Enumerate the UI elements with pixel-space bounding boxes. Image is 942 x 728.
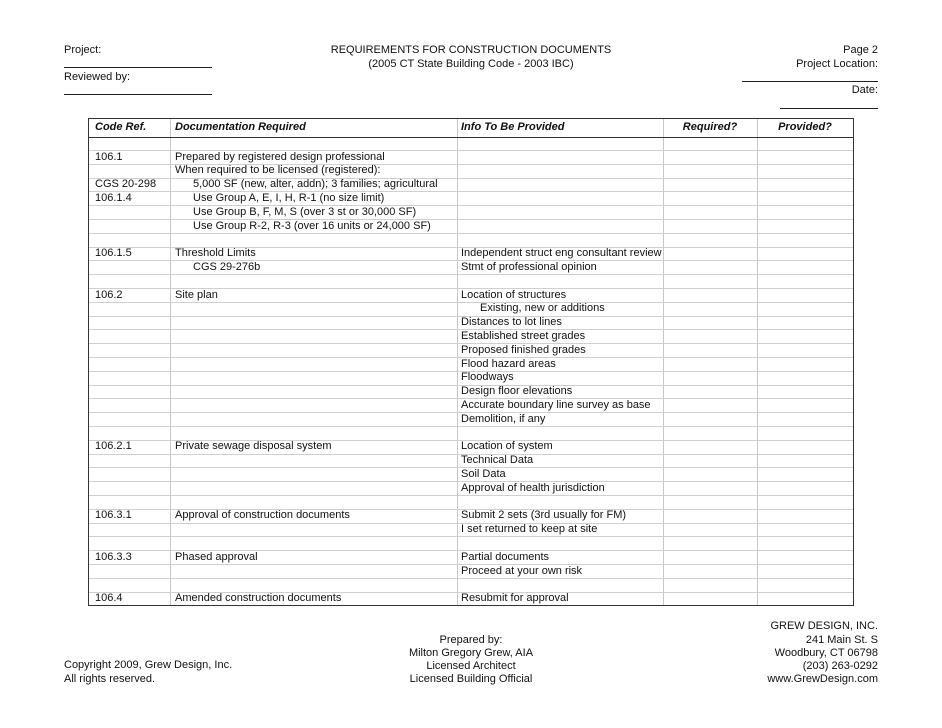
header-underline [89, 137, 853, 138]
provided-cell[interactable] [757, 164, 853, 178]
code-ref-cell: 106.3.3 [95, 550, 132, 563]
spacer-row [89, 495, 853, 509]
required-cell[interactable] [663, 481, 757, 495]
required-cell[interactable] [663, 440, 757, 454]
documentation-cell: Private sewage disposal system [175, 440, 332, 453]
table-row [89, 316, 853, 330]
project-underline [64, 67, 212, 68]
table-row [89, 564, 853, 578]
provided-cell[interactable] [757, 316, 853, 330]
info-cell: Soil Data [461, 467, 506, 480]
provided-cell[interactable] [757, 454, 853, 468]
info-cell: Established street grades [461, 329, 586, 342]
documentation-cell: Use Group A, E, I, H, R-1 (no size limit) [193, 191, 385, 204]
info-cell: I set returned to keep at site [461, 523, 598, 536]
table-row [89, 343, 853, 357]
provided-cell[interactable] [757, 260, 853, 274]
info-cell: Floodways [461, 371, 514, 384]
table-row [89, 205, 853, 219]
provided-cell[interactable] [757, 371, 853, 385]
provided-cell[interactable] [757, 343, 853, 357]
header-code-ref: Code Ref. [95, 121, 147, 133]
info-cell: Approval of health jurisdiction [461, 481, 605, 494]
preparer-name: Milton Gregory Grew, AIA [408, 647, 534, 659]
documentation-cell: Use Group B, F, M, S (over 3 st or 30,000 SF) [193, 205, 417, 218]
provided-cell[interactable] [757, 481, 853, 495]
required-cell[interactable] [663, 371, 757, 385]
required-cell[interactable] [663, 302, 757, 316]
date-label: Date: [851, 84, 878, 96]
provided-cell[interactable] [757, 288, 853, 302]
table-row [89, 481, 853, 495]
row-divider [89, 578, 853, 579]
provided-cell[interactable] [757, 150, 853, 164]
table-row [89, 191, 853, 205]
provided-cell[interactable] [757, 550, 853, 564]
header-info-to-be-provided: Info To Be Provided [461, 121, 565, 133]
table-row [89, 592, 853, 606]
table-row [89, 550, 853, 564]
code-ref-cell: 106.1.5 [95, 247, 132, 260]
info-cell: Accurate boundary line survey as base [461, 398, 651, 411]
table-row [89, 302, 853, 316]
required-cell[interactable] [663, 343, 757, 357]
required-cell[interactable] [663, 467, 757, 481]
info-cell: Partial documents [461, 550, 550, 563]
documentation-cell: Approval of construction documents [175, 509, 350, 522]
info-cell: Independent struct eng consultant review [461, 247, 662, 260]
info-cell: Demolition, if any [461, 412, 546, 425]
table-row [89, 150, 853, 164]
info-cell: Technical Data [461, 454, 534, 467]
table-row [89, 247, 853, 261]
provided-cell[interactable] [757, 398, 853, 412]
required-cell[interactable] [663, 509, 757, 523]
company-name: GREW DESIGN, INC. [770, 620, 878, 632]
required-cell[interactable] [663, 178, 757, 192]
provided-cell[interactable] [757, 467, 853, 481]
table-row [89, 178, 853, 192]
document-title: REQUIREMENTS FOR CONSTRUCTION DOCUMENTS [330, 44, 612, 56]
info-cell: Location of structures [461, 288, 567, 301]
spacer-row [89, 426, 853, 440]
header-required: Required? [682, 121, 738, 133]
code-ref-cell: 106.2 [95, 288, 123, 301]
reviewed-by-underline [64, 94, 212, 95]
provided-cell[interactable] [757, 509, 853, 523]
provided-cell[interactable] [757, 440, 853, 454]
code-ref-cell: 106.1 [95, 150, 123, 163]
documentation-cell: Site plan [175, 288, 218, 301]
table-row [89, 260, 853, 274]
table-row [89, 164, 853, 178]
required-cell[interactable] [663, 191, 757, 205]
provided-cell[interactable] [757, 178, 853, 192]
header-documentation-required: Documentation Required [175, 121, 306, 133]
table-row [89, 357, 853, 371]
required-cell[interactable] [663, 357, 757, 371]
document-subtitle: (2005 CT State Building Code - 2003 IBC) [368, 58, 574, 70]
info-cell: Submit 2 sets (3rd usually for FM) [461, 509, 627, 522]
required-cell[interactable] [663, 150, 757, 164]
company-phone: (203) 263-0292 [802, 660, 878, 672]
provided-cell[interactable] [757, 412, 853, 426]
provided-cell[interactable] [757, 329, 853, 343]
info-cell: Distances to lot lines [461, 316, 562, 329]
info-cell: Stmt of professional opinion [461, 260, 597, 273]
spacer-row [89, 274, 853, 288]
required-cell[interactable] [663, 398, 757, 412]
info-cell: Flood hazard areas [461, 357, 556, 370]
company-address-city: Woodbury, CT 06798 [774, 647, 878, 659]
row-divider [89, 274, 853, 275]
provided-cell[interactable] [757, 191, 853, 205]
code-ref-cell: 106.3.1 [95, 509, 132, 522]
required-cell[interactable] [663, 260, 757, 274]
preparer-title-architect: Licensed Architect [426, 660, 516, 672]
row-divider [89, 426, 853, 427]
row-divider [89, 233, 853, 234]
info-cell: Proposed finished grades [461, 343, 586, 356]
required-cell[interactable] [663, 412, 757, 426]
provided-cell[interactable] [757, 564, 853, 578]
info-cell: Existing, new or additions [480, 302, 605, 315]
row-divider [89, 536, 853, 537]
documentation-cell: When required to be licensed (registered): [175, 164, 381, 177]
company-address-street: 241 Main St. S [805, 634, 878, 646]
table-row [89, 398, 853, 412]
provided-cell[interactable] [757, 357, 853, 371]
spacer-row [89, 233, 853, 247]
rights-text: All rights reserved. [64, 673, 156, 685]
code-ref-cell: 106.2.1 [95, 440, 132, 453]
info-cell: Resubmit for approval [461, 592, 569, 605]
table-row [89, 467, 853, 481]
provided-cell[interactable] [757, 205, 853, 219]
required-cell[interactable] [663, 329, 757, 343]
required-cell[interactable] [663, 385, 757, 399]
table-row [89, 509, 853, 523]
documentation-cell: Threshold Limits [175, 247, 256, 260]
provided-cell[interactable] [757, 247, 853, 261]
table-row [89, 454, 853, 468]
provided-cell[interactable] [757, 523, 853, 537]
table-row [89, 219, 853, 233]
info-cell: Location of system [461, 440, 553, 453]
required-cell[interactable] [663, 454, 757, 468]
required-cell[interactable] [663, 247, 757, 261]
code-ref-cell: CGS 20-298 [95, 178, 157, 191]
provided-cell[interactable] [757, 385, 853, 399]
table-row [89, 288, 853, 302]
required-cell[interactable] [663, 550, 757, 564]
table-row [89, 329, 853, 343]
copyright-text: Copyright 2009, Grew Design, Inc. [64, 659, 233, 671]
code-ref-cell: 106.4 [95, 592, 123, 605]
table-row [89, 371, 853, 385]
preparer-title-building-official: Licensed Building Official [409, 673, 533, 685]
reviewed-by-label: Reviewed by: [64, 71, 131, 83]
table-row [89, 440, 853, 454]
documentation-cell: Amended construction documents [175, 592, 342, 605]
info-cell: Design floor elevations [461, 385, 573, 398]
documentation-cell: Prepared by registered design professional [175, 150, 385, 163]
required-cell[interactable] [663, 288, 757, 302]
provided-cell[interactable] [757, 219, 853, 233]
required-cell[interactable] [663, 316, 757, 330]
header-provided: Provided? [778, 121, 832, 133]
project-location-underline [742, 81, 878, 82]
documentation-cell: CGS 29-276b [193, 260, 261, 273]
documentation-cell: 5,000 SF (new, alter, addn); 3 families; agricultural [193, 178, 438, 191]
table-row [89, 412, 853, 426]
spacer-row [89, 536, 853, 550]
required-cell[interactable] [663, 164, 757, 178]
spacer-row [89, 578, 853, 592]
required-cell[interactable] [663, 205, 757, 219]
documentation-cell: Phased approval [175, 550, 258, 563]
page-number: Page 2 [843, 44, 878, 56]
required-cell[interactable] [663, 219, 757, 233]
provided-cell[interactable] [757, 592, 853, 606]
documentation-cell: Use Group R-2, R-3 (over 16 units or 24,000 SF) [193, 219, 431, 232]
requirements-table [88, 118, 854, 606]
company-website[interactable]: www.GrewDesign.com [767, 673, 878, 685]
info-cell: Proceed at your own risk [461, 564, 583, 577]
date-underline [780, 108, 878, 109]
table-row [89, 385, 853, 399]
project-location-label: Project Location: [796, 58, 878, 70]
required-cell[interactable] [663, 592, 757, 606]
table-row [89, 523, 853, 537]
required-cell[interactable] [663, 523, 757, 537]
prepared-by-label: Prepared by: [439, 634, 503, 646]
provided-cell[interactable] [757, 302, 853, 316]
project-label: Project: [64, 44, 102, 56]
code-ref-cell: 106.1.4 [95, 191, 132, 204]
row-divider [89, 495, 853, 496]
required-cell[interactable] [663, 564, 757, 578]
